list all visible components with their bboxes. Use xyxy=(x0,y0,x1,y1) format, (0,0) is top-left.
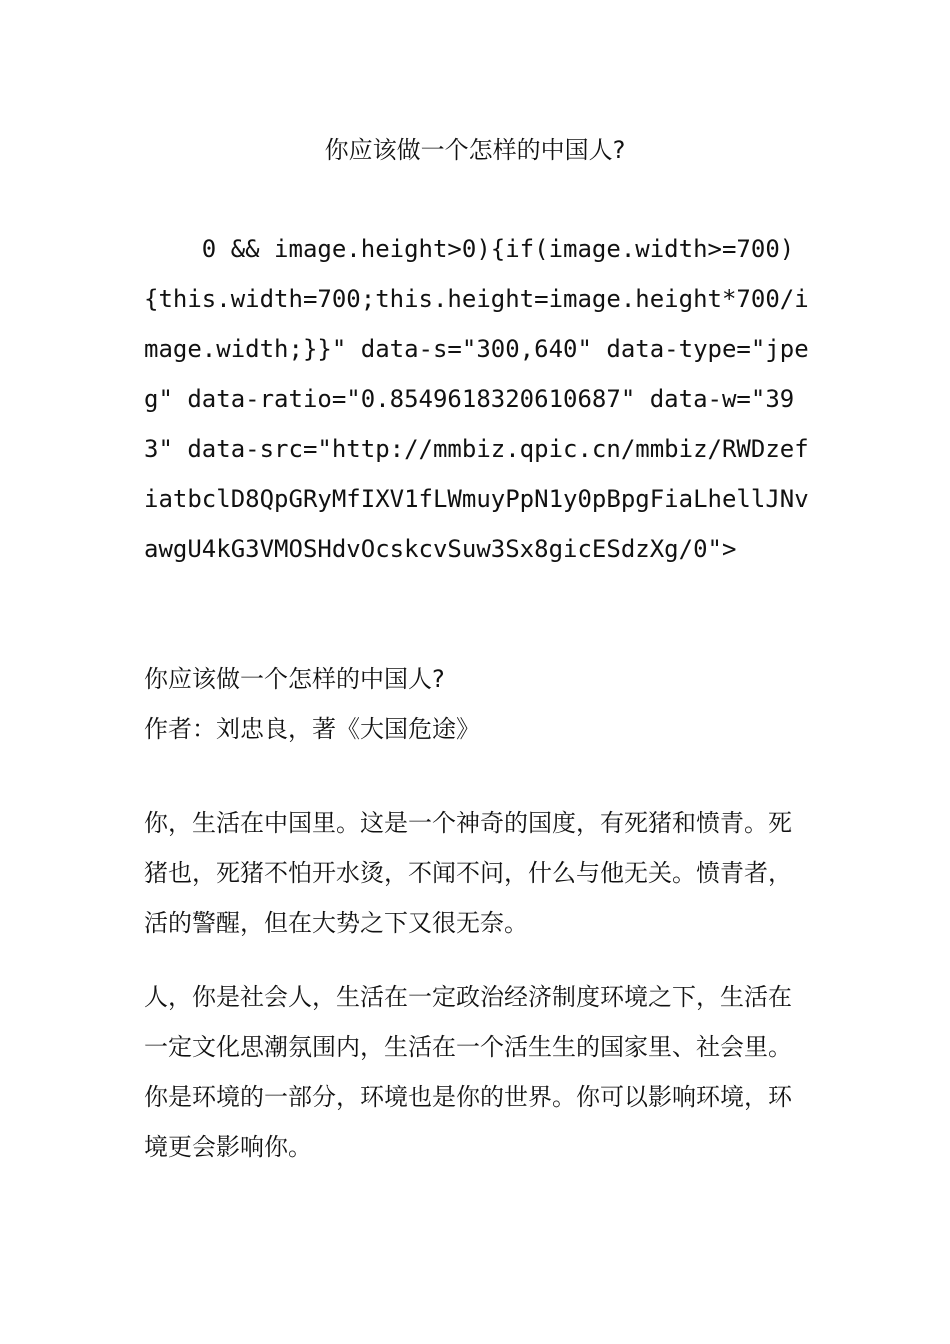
author-line: 作者：刘忠良，著《大国危途》 xyxy=(144,715,480,743)
article-subtitle: 你应该做一个怎样的中国人? xyxy=(144,665,445,693)
document-title: 你应该做一个怎样的中国人? xyxy=(324,136,626,164)
article-meta xyxy=(144,654,814,754)
raw-html-fragment: 0 && image.height>0){if(image.width>=700){this.width=700;this.height=image.height*700/image.width;}}" data-s="300,640" data-type="jpeg" data-ratio="0.8549618320610687" data-w="393" data-src="http://mmbiz.qpic.cn/mmbiz/RWDzefiatbclD8QpGRyMfIXV1fLWmuyPpN1y0pBpgFiaLhellJNvawgU4kG3VMOSHdvOcskcvSuw3Sx8gicESdzXg/0"> xyxy=(144,235,809,563)
paragraph: 人，你是社会人，生活在一定政治经济制度环境之下，生活在一定文化思潮氛围内，生活在一个活生生的国家里、社会里。你是环境的一部分，环境也是你的世界。你可以影响环境，环境更会影响你。 xyxy=(144,983,792,1161)
paragraph: 你，生活在中国里。这是一个神奇的国度，有死猪和愤青。死猪也，死猪不怕开水烫，不闻不问，什么与他无关。愤青者，活的警醒，但在大势之下又很无奈。 xyxy=(144,809,792,937)
